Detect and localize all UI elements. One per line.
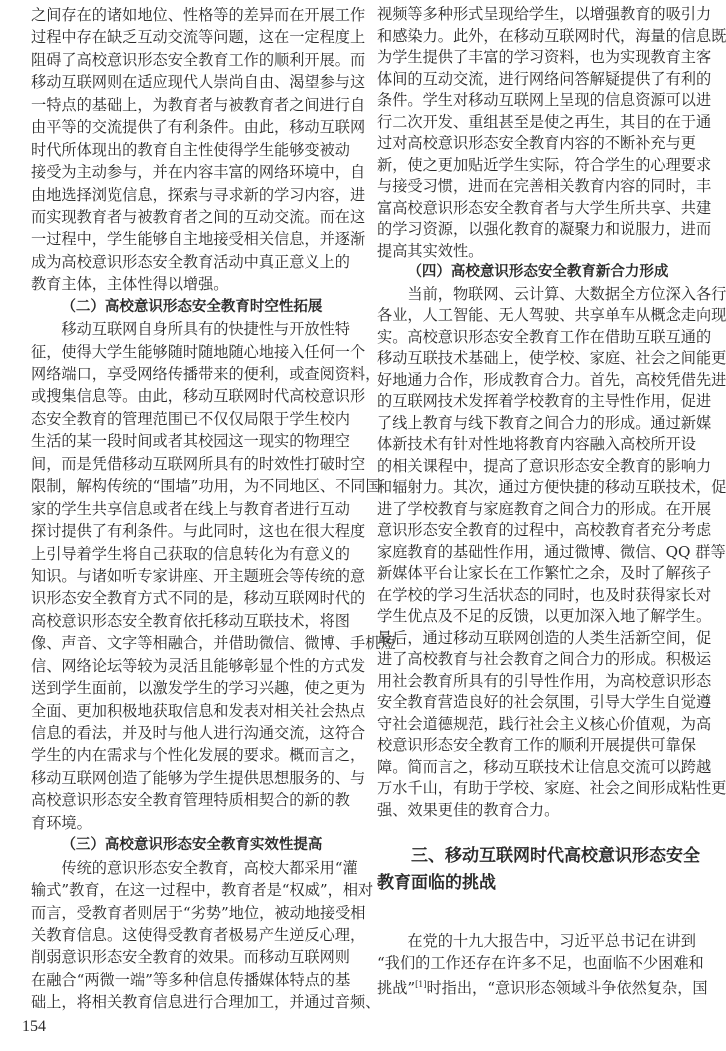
text-segment: 时指出，“意识形态领域斗争依然复杂，国: [426, 979, 708, 997]
page-number: 154: [22, 1018, 46, 1035]
text-line: 由平等的交流提供了有利条件。由此，移动互联网: [31, 118, 366, 137]
text-line: 最后，通过移动互联网创造的人类生活新空间，促: [377, 628, 712, 647]
text-line: 了线上教育与线下教育之间合力的形成。通过新媒: [377, 413, 712, 432]
text-line: 学生优点及不足的反馈，以更加深入地了解学生。: [377, 607, 712, 625]
subsection-heading: （三）高校意识形态安全教育实效性提高: [61, 837, 323, 854]
section-heading-line: 三、移动互联网时代高校意识形态安全: [411, 846, 700, 866]
text-line: 守社会道德规范，践行社会主义核心价值观，为高: [377, 714, 712, 733]
text-line: 体间的互动交流，进行网络问答解疑提供了有利的: [377, 69, 712, 88]
text-line: 送到学生面前，以激发学生的学习兴趣，使之更为: [31, 679, 366, 698]
text-line: 视频等多种形式呈现给学生，以增强教育的吸引力: [377, 5, 712, 23]
paragraph: [31, 857, 381, 1014]
text-line: 安全教育营造良好的社会氛围，引导大学生自觉遵: [377, 693, 712, 711]
paragraph: [31, 318, 396, 834]
citation-reference: [1]: [415, 980, 427, 989]
text-line: 高校意识形态安全教育依托移动互联技术，将图: [31, 611, 350, 630]
text-line: 的互联网技术发挥着学校教育的主导性作用，促进: [377, 392, 712, 410]
right-column: [377, 4, 726, 997]
text-line: 一特点的基础上，为教育者与被教育者之间进行自: [31, 95, 366, 114]
text-line: 在学校的学习生活状态的同时，也及时获得家长对: [377, 585, 712, 604]
text-line: 在融合“两微一端”等多种信息传播媒体特点的基: [31, 970, 351, 989]
text-line: 移动互联网创造了能够为学生提供思想服务的、与: [31, 768, 366, 787]
text-line: 家庭教育的基础性作用，通过微博、微信、QQ 群等: [377, 542, 726, 561]
section-heading: [377, 843, 700, 897]
subsection-heading: （四）高校意识形态安全教育新合力形成: [407, 264, 669, 280]
text-line: 时代所体现出的教育自主性使得学生能够变被动: [31, 140, 350, 159]
text-line: 一过程中，学生能够自主地接受相关信息，并逐渐: [31, 230, 366, 249]
text-line: 用社会教育所具有的引导性作用，为高校意识形态: [377, 671, 712, 690]
text-line: [377, 974, 708, 997]
text-line: 好地通力合作，形成教育合力。首先，高校凭借先进: [377, 370, 726, 389]
text-line: 关教育信息。这使得受教育者极易产生逆反心理，: [31, 925, 366, 944]
paragraph: [377, 931, 708, 997]
section-heading-line: 教育面临的挑战: [377, 873, 496, 893]
text-line: 由地选择浏览信息，探索与寻求新的学习内容，进: [31, 185, 366, 204]
text-line: 校意识形态安全教育工作的顺利开展提供可靠保: [377, 736, 696, 754]
text-line: 的相关课程中，提高了意识形态安全教育的影响力: [377, 456, 712, 475]
text-line: 成为高校意识形态安全教育活动中真正意义上的: [31, 252, 350, 271]
text-line: 接受为主动参与，并在内容丰富的网络环境中，自: [31, 163, 366, 182]
text-line: 网络端口，享受网络传播带来的便利，或查阅资料，: [31, 365, 381, 383]
text-line: 移动互联网则在适应现代人崇尚自由、渴望参与这: [31, 73, 366, 92]
text-line: 和辐射力。其次，通过方便快捷的移动互联技术，促: [377, 478, 726, 496]
text-line: 学生的内在需求与个性化发展的要求。概而言之，: [31, 746, 366, 765]
text-line: 输式”教育，在这一过程中，教育者是“权威”，相对: [31, 881, 374, 900]
text-line: 而言，受教育者则居于“劣势”地位，被动地接受相: [31, 903, 366, 922]
text-line: 实。高校意识形态安全教育工作在借助互联互通的: [377, 327, 712, 346]
text-line: 态安全教育的管理范围已不仅仅局限于学生校内: [31, 409, 350, 428]
text-line: 信息的看法，并及时与他人进行沟通交流，这符合: [31, 724, 366, 742]
text-line: 进了学校教育与家庭教育之间合力的形成。在开展: [377, 499, 712, 518]
text-line: 万水千山，有助于学校、家庭、社会之间形成粘性更: [377, 779, 726, 797]
text-line: 和感染力。此外，在移动互联网时代，海量的信息既: [377, 26, 726, 45]
text-line: 的学习资源，以强化教育的凝聚力和说服力，进而: [377, 220, 712, 238]
text-line: 征，使得大学生能够随时随地随心地接入任何一个: [31, 342, 366, 361]
text-line: 而实现教育者与被教育者之间的互动交流。而在这: [31, 207, 366, 226]
text-line: 础上，将相关教育信息进行合理加工，并通过音频、: [31, 993, 381, 1012]
text-line: 识形态安全教育方式不同的是，移动互联网时代的: [31, 589, 366, 608]
text-line: 在党的十九大报告中，习近平总书记在讲到: [407, 932, 696, 950]
text-line: 意识形态安全教育的过程中，高校教育者充分考虑: [377, 521, 712, 539]
text-line: 传统的意识形态安全教育，高校大都采用“灌: [61, 858, 358, 877]
text-line: 全面、更加积极地获取信息和发表对相关社会热点: [31, 701, 366, 720]
text-line: 高校意识形态安全教育管理特质相契合的新的教: [31, 791, 350, 810]
text-line: 或搜集信息等。由此，移动互联网时代高校意识形: [31, 387, 366, 406]
text-line: 育环境。: [31, 813, 92, 832]
text-line: 间，而是凭借移动互联网所具有的时效性打破时空: [31, 454, 366, 473]
text-line: 与接受习惯，进而在完善相关教育内容的同时，丰: [377, 177, 712, 195]
text-line: 知识。与诸如听专家讲座、开主题班会等传统的意: [31, 566, 366, 585]
text-line: 各业，人工智能、无人驾驶、共享单车从概念走向现: [377, 306, 726, 324]
text-line: 过对高校意识形态安全教育内容的不断补充与更: [377, 134, 696, 152]
text-line: 移动互联网自身所具有的快捷性与开放性特: [61, 320, 350, 339]
text-line: 过程中存在缺乏互动交流等问题，这在一定程度上: [31, 28, 366, 47]
text-line: 教育主体，主体性得以增强。: [31, 275, 229, 294]
text-line: 移动互联技术基础上，使学校、家庭、社会之间能更: [377, 349, 726, 367]
text-line: 障。简而言之，移动互联技术让信息交流可以跨越: [377, 757, 712, 776]
text-line: “我们的工作还存在许多不足，也面临不少困难和: [377, 953, 704, 972]
text-line: 信、网络论坛等较为灵活且能够彰显个性的方式发: [31, 656, 366, 675]
subsection-heading: （二）高校意识形态安全教育时空性拓展: [61, 298, 323, 315]
text-line: 富高校意识形态安全教育者与大学生所共享、共建: [377, 198, 712, 217]
text-line: 当前，物联网、云计算、大数据全方位深入各行: [407, 284, 726, 303]
text-line: 新媒体平台让家长在工作繁忙之余，及时了解孩子: [377, 564, 712, 582]
text-line: 限制，解构传统的“围墙”功用，为不同地区、不同国: [31, 477, 381, 496]
text-line: 新，使之更加贴近学生实际，符合学生的心理要求: [377, 155, 712, 174]
text-line: 探讨提供了有利条件。与此同时，这也在很大程度: [31, 522, 366, 541]
paragraph: [31, 4, 366, 296]
left-column: [31, 4, 396, 1014]
text-line: 生活的某一段时间或者其校园这一现实的物理空: [31, 432, 350, 451]
text-line: 削弱意识形态安全教育的效果。而移动互联网则: [31, 948, 350, 967]
text-line: 提高其实效性。: [377, 241, 484, 260]
text-line: 强、效果更佳的教育合力。: [377, 800, 560, 819]
text-line: 为学生提供了丰富的学习资料，也为实现教育主客: [377, 48, 712, 66]
paragraph: [377, 284, 726, 822]
text-line: 行二次开发、重组甚至是使之再生，其目的在于通: [377, 112, 712, 131]
text-segment: 挑战”: [377, 979, 416, 997]
paragraph: [377, 4, 726, 262]
text-line: 条件。学生对移动互联网上呈现的信息资源可以进: [377, 91, 712, 109]
text-line: 阻碍了高校意识形态安全教育工作的顺利开展。而: [31, 50, 366, 69]
text-line: 体新技术有针对性地将教育内容融入高校所开设: [377, 435, 696, 453]
text-line: 像、声音、文字等相融合，并借助微信、微博、手机短: [31, 634, 396, 653]
text-line: 上引导着学生将自己获取的信息转化为有意义的: [31, 544, 350, 563]
text-line: 之间存在的诸如地位、性格等的差异而在开展工作: [31, 6, 366, 24]
text-line: 家的学生共享信息或者在线上与教育者进行互动: [31, 499, 350, 518]
text-line: 进了高校教育与社会教育之间合力的形成。积极运: [377, 650, 712, 668]
